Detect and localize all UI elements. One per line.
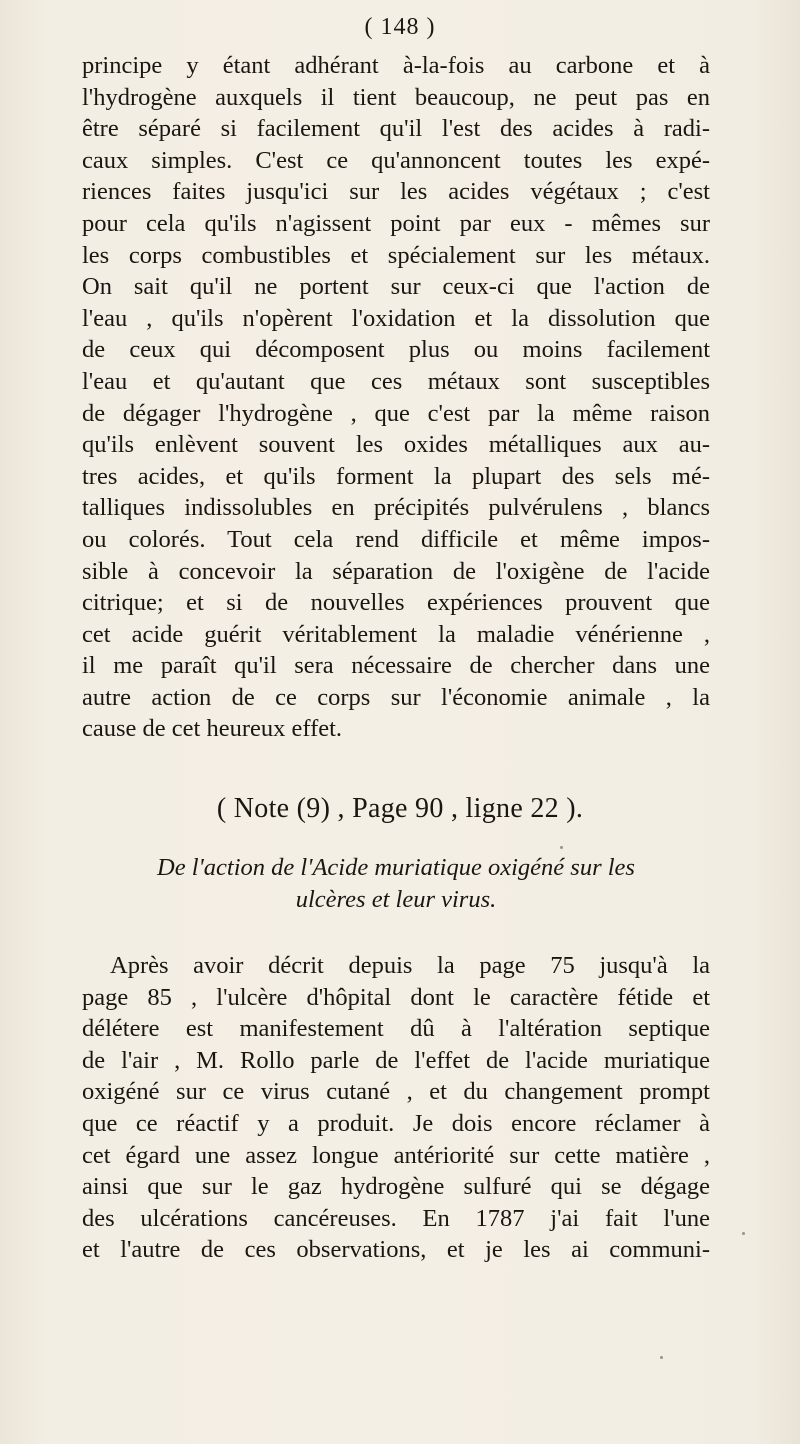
text-line: de dégager l'hydrogène , que c'est par la même raison [82, 399, 710, 427]
text-line: être séparé si facilement qu'il l'est des acides à radi- [82, 115, 710, 143]
paper-speck [742, 1232, 745, 1235]
text-line: oxigéné sur ce virus cutané , et du changement prompt [82, 1078, 710, 1106]
text-line: l'hydrogène auxquels il tient beaucoup, ne peut pas en [82, 83, 710, 111]
text-line: de l'air , M. Rollo parle de l'effet de l'acide muriatique [82, 1046, 710, 1074]
text-line: sible à concevoir la séparation de l'oxigène de l'acide [82, 557, 710, 585]
text-line: cet acide guérit véritablement la maladie vénérienne , [82, 620, 710, 648]
text-line: cause de cet heureux effet. [82, 715, 343, 743]
paper-speck [660, 1356, 663, 1359]
text-line: citrique; et si de nouvelles expériences prouvent que [82, 589, 710, 617]
text-line: principe y étant adhérant à-la-fois au carbone et à [82, 52, 710, 79]
note-subtitle-line: De l'action de l'Acide muriatique oxigéné sur les [157, 854, 635, 881]
text-line: tres acides, et qu'ils forment la plupart des sels mé- [82, 462, 710, 490]
text-line: ainsi que sur le gaz hydrogène sulfuré qui se dégage [82, 1173, 710, 1201]
text-line: riences faites jusqu'ici sur les acides végétaux ; c'est [82, 178, 710, 206]
text-line: ou colorés. Tout cela rend difficile et même impos- [82, 525, 710, 553]
text-line: les corps combustibles et spécialement sur les métaux. [82, 241, 710, 269]
text-line: page 85 , l'ulcère d'hôpital dont le caractère fétide et [82, 983, 710, 1011]
text-line: caux simples. C'est ce qu'annoncent toutes les expé- [82, 146, 710, 174]
paragraph-2 [82, 950, 710, 1266]
text-line: il me paraît qu'il sera nécessaire de chercher dans une [82, 652, 710, 680]
text-line: On sait qu'il ne portent sur ceux-ci que l'action de [82, 273, 710, 301]
note-heading: ( Note (9) , Page 90 , ligne 22 ). [216, 793, 584, 824]
page-number: ( 148 ) [364, 14, 436, 40]
text-line: délétere est manifestement dû à l'altération septique [82, 1015, 710, 1043]
text-line: talliques indissolubles en précipités pulvérulens , blancs [82, 494, 710, 522]
text-line: pour cela qu'ils n'agissent point par eux - mêmes sur [82, 209, 710, 237]
text-line: l'eau , qu'ils n'opèrent l'oxidation et la dissolution que [82, 304, 710, 332]
paper-speck [560, 846, 563, 849]
text-line: l'eau et qu'autant que ces métaux sont susceptibles [82, 367, 710, 395]
text-line: que ce réactif y a produit. Je dois encore réclamer à [82, 1109, 710, 1137]
text-line: Après avoir décrit depuis la page 75 jusqu'à la [110, 952, 710, 979]
text-line: qu'ils enlèvent souvent les oxides métalliques aux au- [82, 431, 710, 459]
text-line: des ulcérations cancéreuses. En 1787 j'ai fait l'une [82, 1204, 710, 1232]
text-line: cet égard une assez longue antériorité sur cette matière , [82, 1141, 710, 1169]
note-subtitle [82, 852, 710, 916]
text-line: de ceux qui décomposent plus ou moins facilement [82, 336, 710, 364]
text-line: et l'autre de ces observations, et je les ai communi- [82, 1236, 710, 1264]
paragraph-1 [82, 50, 710, 745]
text-line: autre action de ce corps sur l'économie animale , la [82, 683, 710, 711]
note-subtitle-line: ulcères et leur virus. [295, 886, 497, 913]
